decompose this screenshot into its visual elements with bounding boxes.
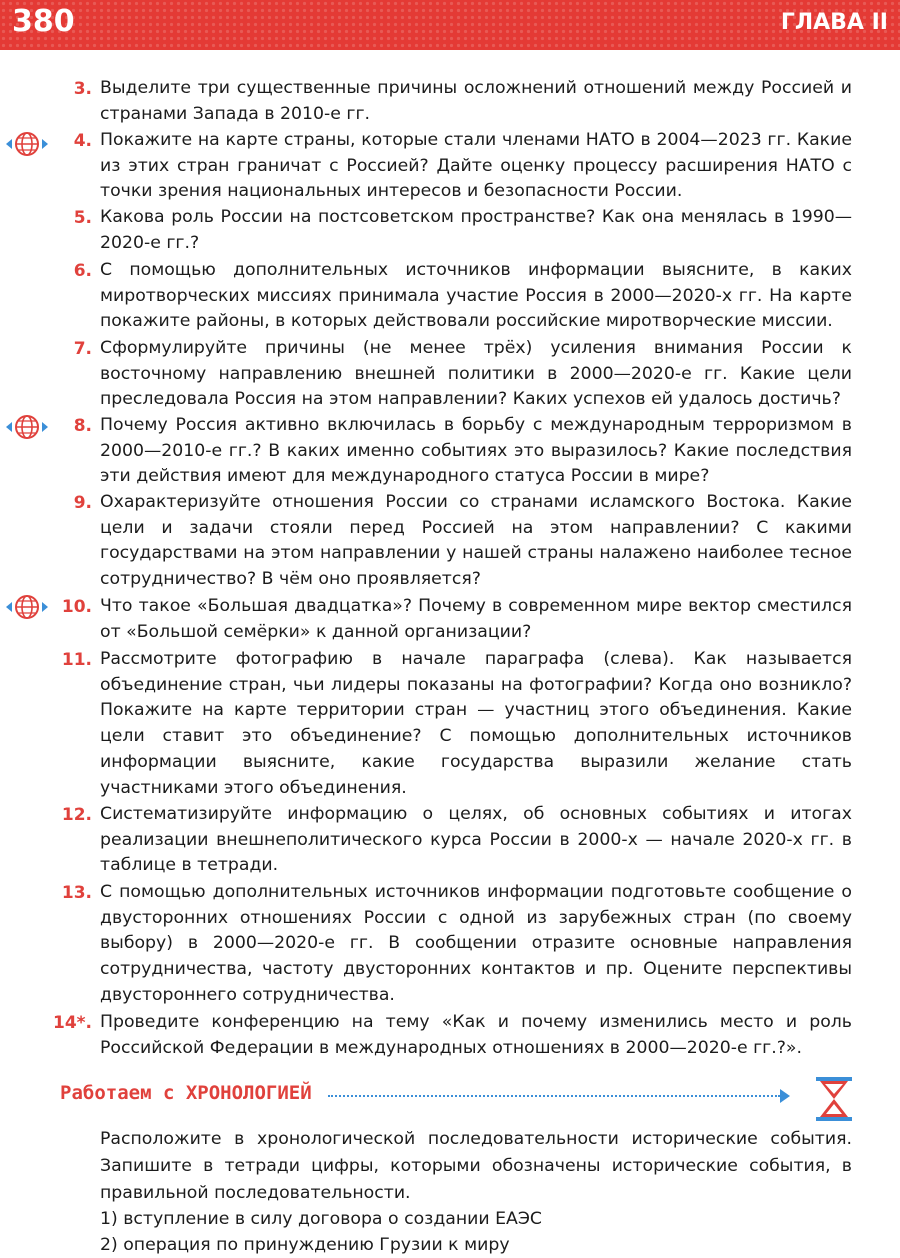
question-text: Какова роль России на постсоветском пространстве? Как она менялась в 1990—2020-е гг.? bbox=[100, 207, 852, 253]
page-header bbox=[0, 0, 900, 50]
arrow-right-icon bbox=[780, 1089, 790, 1103]
question-number: 11. bbox=[61, 650, 92, 670]
question-text: Проведите конференцию на тему «Как и почему изменились место и роль Российской Федерации в международных отношениях в 2000—2020-е гг.?». bbox=[100, 1012, 852, 1058]
chronology-task: Расположите в хронологической последовательности исторические события. Запишите в тетради цифры, которыми обозначены исторические события, в правильной последовательности. bbox=[100, 1129, 852, 1203]
page-number: 380 bbox=[12, 4, 75, 39]
question-number: 12. bbox=[61, 805, 92, 825]
question-text: С помощью дополнительных источников информации выясните, в каких миротворческих миссиях принимала участие Россия в 2000—2020-х гг. На карте покажите районы, в которых действовали российские миротворческие миссии. bbox=[100, 260, 852, 332]
chronology-item: 2) операция по принуждению Грузии к миру bbox=[100, 1235, 510, 1255]
question-number: 3. bbox=[73, 79, 92, 99]
question-text: Что такое «Большая двадцатка»? Почему в современном мире вектор сместился от «Большой семёрки» к данной организации? bbox=[100, 596, 852, 642]
question-number: 14*. bbox=[52, 1013, 92, 1033]
question-text: С помощью дополнительных источников информации подготовьте сообщение о двусторонних отношениях России с одной из зарубежных стран (по своему выбору) в 2000—2020-е гг. В сообщении отразите основные направления сотрудничества, частоту двусторонних контактов и пр. Оцените перспективы двустороннего сотрудничества. bbox=[100, 882, 852, 1005]
question-number: 6. bbox=[73, 261, 92, 281]
section-title: Работаем с ХРОНОЛОГИЕЙ bbox=[60, 1082, 312, 1104]
question-number: 9. bbox=[73, 493, 92, 513]
question-number: 10. bbox=[61, 597, 92, 617]
question-number: 5. bbox=[73, 208, 92, 228]
chapter-label: ГЛАВА II bbox=[780, 10, 888, 35]
question-text: Систематизируйте информацию о целях, об основных событиях и итогах реализации внешнеполитического курса России в 2000-х — начале 2020-х гг. в таблице в тетради. bbox=[100, 804, 852, 876]
question-number: 7. bbox=[73, 339, 92, 359]
question-number: 4. bbox=[73, 131, 92, 151]
question-text: Охарактеризуйте отношения России со странами исламского Востока. Какие цели и задачи стояли перед Россией на этом направлении? С какими государствами на этом направлении у нашей страны налажено наиболее тесное сотрудничество? В чём оно проявляется? bbox=[100, 492, 852, 590]
hourglass-icon bbox=[814, 1075, 854, 1123]
question-number: 8. bbox=[73, 416, 92, 436]
dotted-line bbox=[328, 1095, 780, 1097]
question-text: Рассмотрите фотографию в начале параграфа (слева). Как называется объединение стран, чьи лидеры показаны на фотографии? Когда оно возникло? Покажите на карте территории стран — участниц этого объединения. Какие цели ставит это объединение? С помощью дополнительных источников информации выясните, какие государства выразили желание стать участниками этого объединения. bbox=[100, 649, 852, 798]
chronology-item: 1) вступление в силу договора о создании ЕАЭС bbox=[100, 1209, 542, 1229]
question-text: Покажите на карте страны, которые стали членами НАТО в 2004—2023 гг. Какие из этих стран граничат с Россией? Дайте оценку процессу расширения НАТО с точки зрения национальных интересов и безопасности России. bbox=[100, 130, 852, 202]
question-text: Почему Россия активно включилась в борьбу с международным терроризмом в 2000—2010-е гг.? В каких именно событиях это выразилось? Какие последствия эти действия имеют для международного статуса России в мире? bbox=[100, 415, 852, 487]
question-number: 13. bbox=[61, 883, 92, 903]
question-text: Сформулируйте причины (не менее трёх) усиления внимания России к восточному направлению внешней политики в 2000—2020-е гг. Какие цели преследовала Россия на этом направлении? Каких успехов ей удалось достичь? bbox=[100, 338, 852, 410]
question-text: Выделите три существенные причины осложнений отношений между Россией и странами Запада в 2010-е гг. bbox=[100, 78, 852, 124]
